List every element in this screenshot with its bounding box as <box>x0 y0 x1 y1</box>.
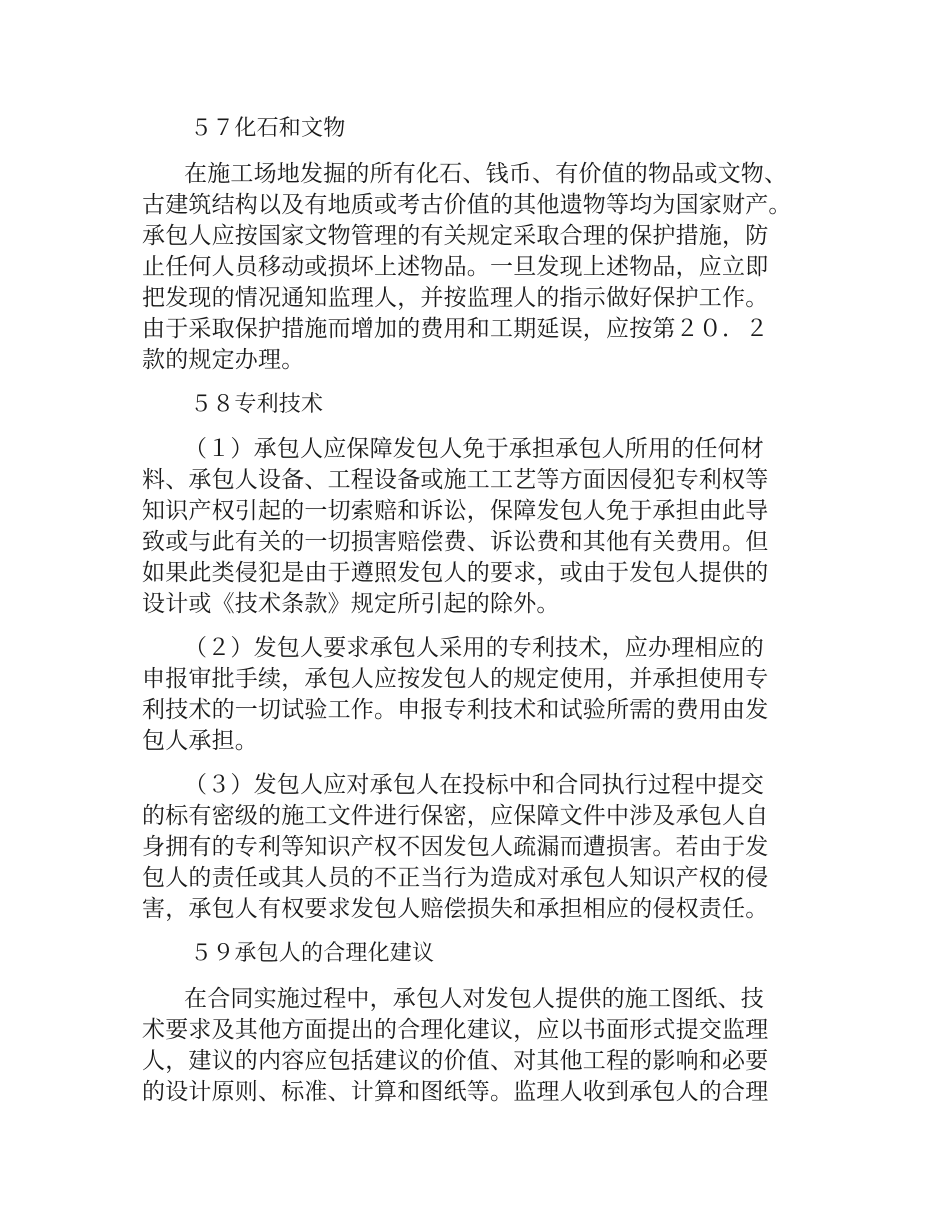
text-line: （２）发包人要求承包人采用的专利技术，应办理相应的 <box>184 635 764 661</box>
text-line: 申报审批手续，承包人应按发包人的规定使用，并承担使用专 <box>142 666 769 692</box>
text-line: 承包人应按国家文物管理的有关规定采取合理的保护措施，防 <box>142 223 769 249</box>
text-line: （１）承包人应保障发包人免于承担承包人所用的任何材 <box>184 436 764 462</box>
section-heading <box>142 389 822 420</box>
section-heading <box>142 938 822 969</box>
text-line: 在施工场地发掘的所有化石、钱币、有价值的物品或文物、 <box>184 161 788 187</box>
text-line: 料、承包人设备、工程设备或施工工艺等方面因侵犯专利权等 <box>142 467 769 493</box>
text-line: 古建筑结构以及有地质或考古价值的其他遗物等均为国家财产。 <box>142 192 792 218</box>
text-line: 止任何人员移动或损坏上述物品。一旦发现上述物品，应立即 <box>142 254 769 280</box>
text-line: 身拥有的专利等知识产权不因发包人疏漏而遭损害。若由于发 <box>142 834 769 860</box>
text-line: 的标有密级的施工文件进行保密，应保障文件中涉及承包人自 <box>142 803 769 829</box>
paragraph <box>142 633 822 757</box>
text-line: 包人的责任或其人员的不正当行为造成对承包人知识产权的侵 <box>142 865 769 891</box>
heading-text: ５８专利技术 <box>190 392 324 417</box>
text-line: （３）发包人应对承包人在投标中和合同执行过程中提交 <box>184 772 764 798</box>
text-line: 把发现的情况通知监理人，并按监理人的指示做好保护工作。 <box>142 285 769 311</box>
text-line: 在合同实施过程中，承包人对发包人提供的施工图纸、技 <box>184 986 764 1012</box>
heading-text: ５９承包人的合理化建议 <box>190 941 435 966</box>
heading-text: ５７化石和文物 <box>190 116 346 141</box>
paragraph <box>142 984 822 1108</box>
text-line: 包人承担。 <box>142 728 258 754</box>
section-heading <box>142 113 822 144</box>
text-line: 致或与此有关的一切损害赔偿费、诉讼费和其他有关费用。但 <box>142 529 769 555</box>
text-line: 人，建议的内容应包括建议的价值、对其他工程的影响和必要 <box>142 1048 769 1074</box>
text-line: 的设计原则、标准、计算和图纸等。监理人收到承包人的合理 <box>142 1079 769 1105</box>
text-line: 设计或《技术条款》规定所引起的除外。 <box>142 591 560 617</box>
text-line: 款的规定办理。 <box>142 347 305 373</box>
text-line: 如果此类侵犯是由于遵照发包人的要求，或由于发包人提供的 <box>142 560 769 586</box>
text-line: 术要求及其他方面提出的合理化建议，应以书面形式提交监理 <box>142 1017 769 1043</box>
text-line: 知识产权引起的一切索赔和诉讼，保障发包人免于承担由此导 <box>142 498 769 524</box>
text-line: 利技术的一切试验工作。申报专利技术和试验所需的费用由发 <box>142 697 769 723</box>
paragraph <box>142 770 822 925</box>
paragraph <box>142 159 822 376</box>
text-line: 害，承包人有权要求发包人赔偿损失和承担相应的侵权责任。 <box>142 896 769 922</box>
text-line: 由于采取保护措施而增加的费用和工期延误，应按第２０．２ <box>142 316 769 342</box>
paragraph <box>142 434 822 620</box>
